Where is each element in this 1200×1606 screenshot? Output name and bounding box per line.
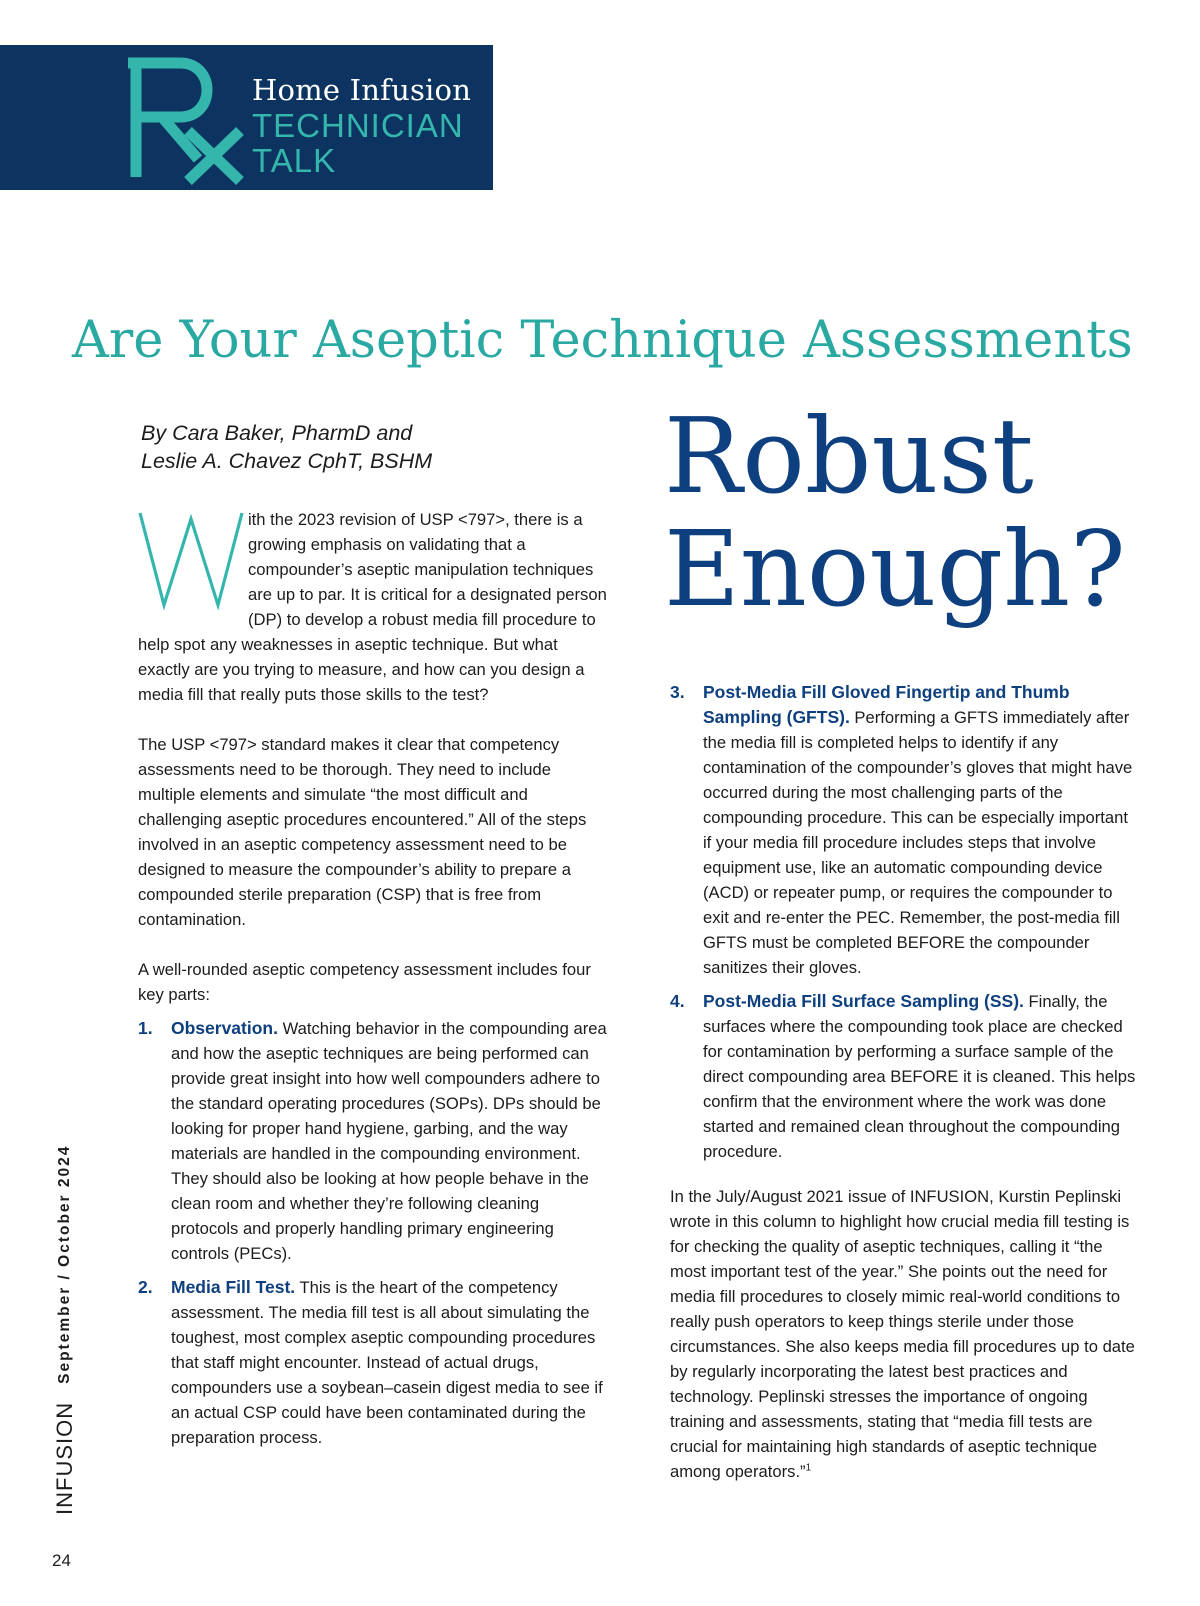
list-item-body: Watching behavior in the compounding area and how the aseptic techniques are being performed can provide great insight into how well compounders adhere to the standard operating procedures (SOPs). DPs should be looking for proper hand hygiene, garbing, and the way materials are handled in the compounding environment. They should also be looking at how people behave in the clean room and whether they’re following cleaning protocols and properly handling primary engineering controls (PECs). — [171, 1019, 607, 1263]
byline — [141, 419, 432, 475]
infusion-magazine-logo: INFUSION — [52, 1401, 77, 1515]
footer-vertical — [52, 1145, 78, 1515]
article-title-line1: Are Your Aseptic Technique Assessments — [72, 311, 1133, 370]
list-item-heading: Post-Media Fill Gloved Fingertip and Thumb Sampling (GFTS). — [703, 682, 1070, 727]
rx-logo-icon — [128, 55, 248, 185]
list-item-surface-sampling — [670, 989, 1140, 1164]
list-item-body: Finally, the surfaces where the compounding took place are checked for contamination by performing a surface sample of the direct compounding area BEFORE it is cleaned. This helps confirm that the environment where the work was done started and remained clean throughout the compounding procedure. — [703, 992, 1136, 1161]
list-item-body: This is the heart of the competency assessment. The media fill test is all about simulating the toughest, most complex aseptic compounding procedures that staff might encounter. Instead of actual drugs, compounders use a soybean–casein digest media to see if an actual CSP could have been contaminated during the preparation process. — [171, 1278, 603, 1447]
byline-authors-2: Leslie A. Chavez CphT, BSHM — [141, 449, 433, 473]
byline-authors-1: By Cara Baker, PharmD and — [141, 421, 413, 445]
banner-title-technician: TECHNICIAN — [252, 107, 464, 144]
right-column — [670, 680, 1140, 1484]
list-item-media-fill-test — [138, 1275, 608, 1450]
list-item-body: Performing a GFTS immediately after the media fill is completed helps to identify if any contamination of the compounder’s gloves that might have occurred during the most challenging parts of the compounding procedure. This can be especially important if your media fill procedure includes steps that involve equipment use, like an automatic compounding device (ACD) or repeater pump, or requires the compounder to exit and re-enter the PEC. Remember, the post-media fill GFTS must be completed BEFORE the compounder sanitizes their gloves. — [703, 708, 1133, 977]
list-item-heading: Post-Media Fill Surface Sampling (SS). — [703, 991, 1024, 1011]
closing-paragraph — [670, 1184, 1140, 1484]
list-number: 1. — [138, 1018, 153, 1038]
article-title-enough: Enough? — [664, 508, 1126, 630]
list-item-gfts — [670, 680, 1140, 980]
left-column — [138, 507, 608, 1450]
intro-paragraph: ith the 2023 revision of USP <797>, there is a growing emphasis on validating that a compounder’s aseptic manipulation techniques are up to par. It is critical for a designated person (DP) to develop a robust media fill procedure to help spot any weaknesses in aseptic technique. But what exactly are you trying to measure, and how can you design a media fill that really puts those skills to the test? — [138, 510, 607, 704]
list-item-observation — [138, 1016, 608, 1266]
closing-text: In the July/August 2021 issue of INFUSION, Kurstin Peplinski wrote in this column to highlight how crucial media fill testing is for checking the quality of aseptic techniques, calling it “the most important test of the year.” She points out the need for media fill procedures to closely mimic real-world conditions to really push operators to keep things sterile under those circumstances. She also keeps media fill procedures up to date by regularly incorporating the latest best practices and technology. Peplinski stresses the importance of ongoing training and assessments, stating that “media fill tests are crucial for maintaining high standards of aseptic technique among operators.” — [670, 1187, 1135, 1481]
key-parts-list-2 — [670, 680, 1140, 1164]
list-number: 3. — [670, 682, 685, 702]
list-number: 2. — [138, 1277, 153, 1297]
column-banner — [0, 45, 493, 190]
article-title-robust: Robust — [664, 395, 1034, 517]
page-number: 24 — [52, 1551, 71, 1570]
drop-cap-w — [136, 509, 246, 613]
list-item-heading: Media Fill Test. — [171, 1277, 296, 1297]
footnote-marker: 1 — [805, 1462, 812, 1474]
body-paragraph-2: The USP <797> standard makes it clear that competency assessments need to be thorough. They need to include multiple elements and simulate “the most difficult and challenging aseptic procedures encountered.” All of the steps involved in an aseptic competency assessment need to be designed to measure the compounder’s ability to prepare a compounded sterile preparation (CSP) that is free from contamination. — [138, 735, 587, 929]
banner-title-talk: TALK — [252, 142, 337, 179]
banner-title-home-infusion: Home Infusion — [252, 73, 472, 107]
key-parts-list-1 — [138, 1016, 608, 1450]
issue-date: September / October 2024 — [56, 1144, 73, 1384]
body-paragraph-3: A well-rounded aseptic competency assessment includes four key parts: — [138, 960, 591, 1004]
list-item-heading: Observation. — [171, 1018, 278, 1038]
list-number: 4. — [670, 991, 685, 1011]
